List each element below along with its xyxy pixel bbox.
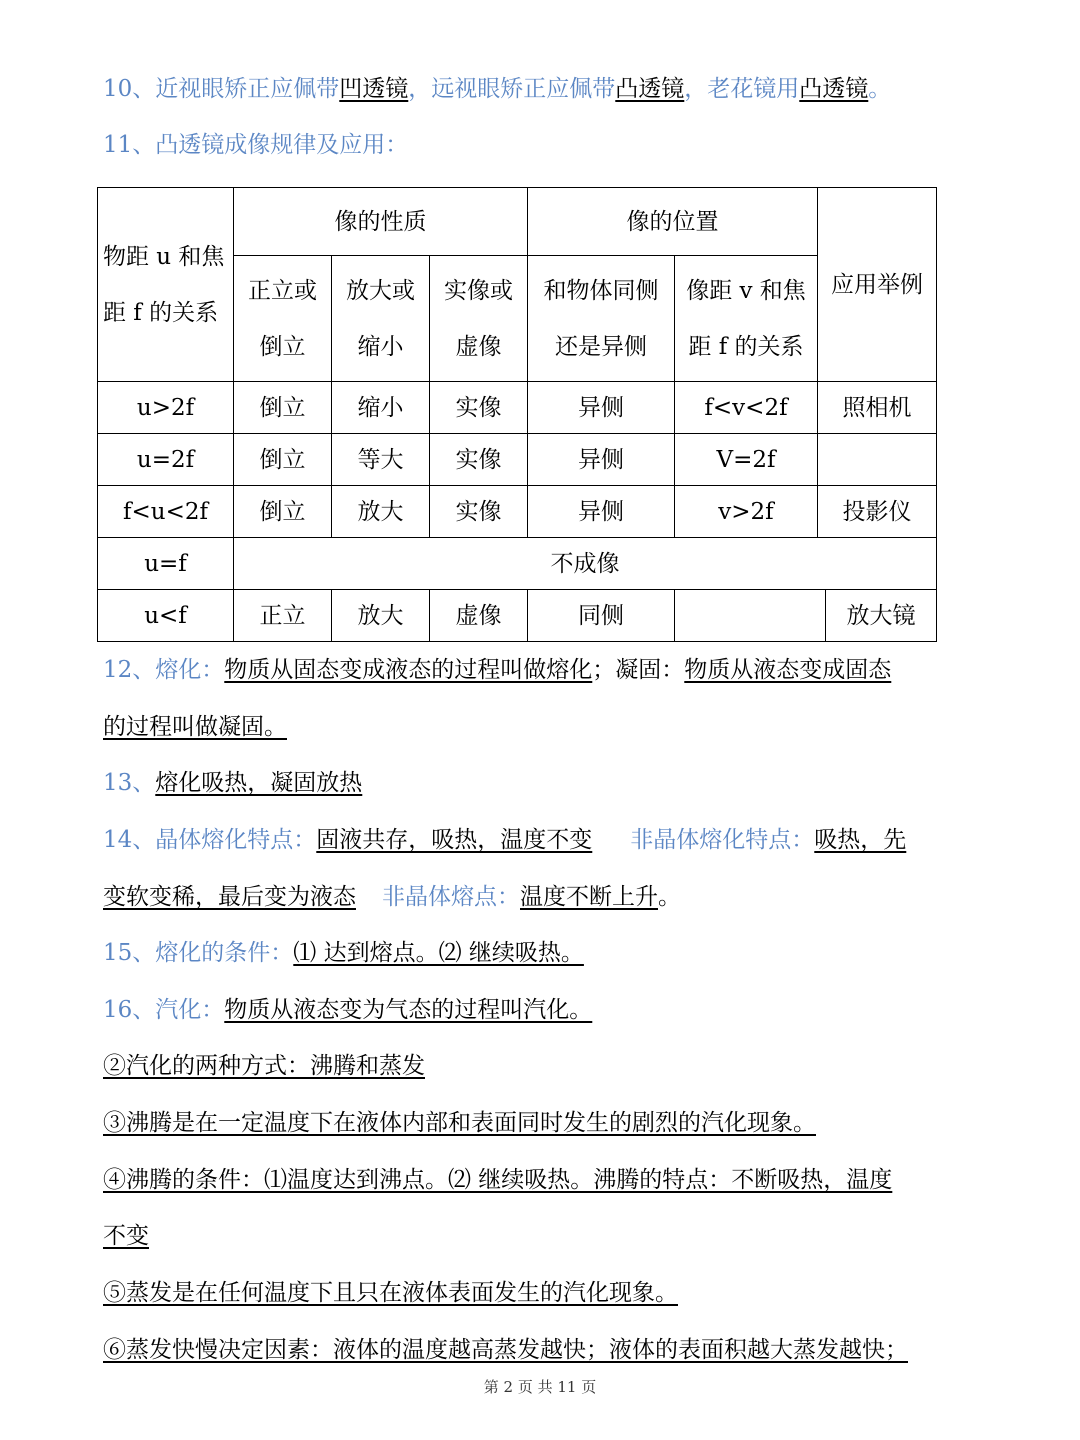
item-10-end: 。 xyxy=(868,76,892,102)
cell-image-distance: f<v<2f xyxy=(675,382,818,434)
item-14-label1: 14、晶体熔化特点： xyxy=(103,827,317,853)
item-16-s2: ②汽化的两种方式：沸腾和蒸发 xyxy=(103,1053,425,1079)
sub-header-magnify: 放大或缩小 xyxy=(332,256,430,382)
cell-real-virtual: 实像 xyxy=(430,434,528,486)
item-16-sub2 xyxy=(103,1051,980,1081)
cell-real-virtual: 虚像 xyxy=(430,590,528,642)
item-10 xyxy=(103,74,980,104)
item-14-label3: 非晶体熔点： xyxy=(382,884,520,910)
cell-application xyxy=(818,434,937,486)
cell-side: 同侧 xyxy=(528,590,675,642)
table-row xyxy=(98,590,937,642)
cell-size: 等大 xyxy=(332,434,430,486)
cell-image-distance: v>2f xyxy=(675,486,818,538)
cell-orientation: 倒立 xyxy=(234,382,332,434)
cell-orientation: 倒立 xyxy=(234,486,332,538)
item-10-part2: ，远视眼矫正应佩带 xyxy=(408,76,616,102)
item-14-end: 。 xyxy=(658,884,681,910)
item-16-sub5 xyxy=(103,1278,980,1308)
item-12-sep: ；凝固： xyxy=(592,657,685,683)
item-10-answer1: 凹透镜 xyxy=(339,76,409,102)
item-12-label: 12、熔化： xyxy=(103,657,225,683)
item-10-part3: ，老花镜用 xyxy=(684,76,800,102)
cell-side: 异侧 xyxy=(528,486,675,538)
table-row xyxy=(98,382,937,434)
table-row xyxy=(98,486,937,538)
item-12-cont xyxy=(103,712,980,742)
item-15 xyxy=(103,938,980,968)
item-13-label: 13、 xyxy=(103,770,156,796)
item-16-s4b: 不变 xyxy=(103,1223,149,1249)
item-10-answer3: 凸透镜 xyxy=(799,76,869,102)
item-12 xyxy=(103,655,980,685)
cell-condition: u>2f xyxy=(98,382,234,434)
item-16-label: 16、汽化： xyxy=(103,997,225,1023)
item-12-def2b: 的过程叫做凝固。 xyxy=(103,714,287,740)
cell-real-virtual: 实像 xyxy=(430,382,528,434)
table-row xyxy=(98,538,937,590)
item-14-text1: 固液共存，吸热，温度不变 xyxy=(316,827,593,853)
item-13 xyxy=(103,768,980,798)
lens-imaging-table xyxy=(97,187,937,642)
item-14 xyxy=(103,825,980,855)
cell-real-virtual: 实像 xyxy=(430,486,528,538)
cell-condition: u<f xyxy=(98,590,234,642)
item-13-text: 熔化吸热，凝固放热 xyxy=(155,770,363,796)
cell-image-distance xyxy=(675,590,826,642)
cell-condition: f<u<2f xyxy=(98,486,234,538)
item-16 xyxy=(103,995,980,1025)
header-distance: 物距 u 和焦距 f 的关系 xyxy=(98,188,234,382)
item-15-label: 15、熔化的条件： xyxy=(103,940,294,966)
cell-application: 投影仪 xyxy=(818,486,937,538)
item-14-text2a: 吸热，先 xyxy=(814,827,907,853)
item-15-text: ⑴ 达到熔点。⑵ 继续吸热。 xyxy=(293,940,584,966)
cell-size: 缩小 xyxy=(332,382,430,434)
item-16-s6: ⑥蒸发快慢决定因素：液体的温度越高蒸发越快；液体的表面积越大蒸发越快； xyxy=(103,1337,908,1363)
cell-side: 异侧 xyxy=(528,434,675,486)
sub-header-real: 实像或虚像 xyxy=(430,256,528,382)
item-11-title: 11、凸透镜成像规律及应用： xyxy=(103,132,409,158)
item-14-cont xyxy=(103,882,980,912)
item-16-s5: ⑤蒸发是在任何温度下且只在液体表面发生的汽化现象。 xyxy=(103,1280,678,1306)
cell-orientation: 正立 xyxy=(234,590,332,642)
item-16-text: 物质从液态变为气态的过程叫汽化。 xyxy=(224,997,593,1023)
sub-header-image-distance: 像距 v 和焦距 f 的关系 xyxy=(675,256,818,382)
item-14-text3: 温度不断上升 xyxy=(520,884,658,910)
cell-no-image: 不成像 xyxy=(234,538,937,590)
item-12-def1: 物质从固态变成液态的过程叫做熔化 xyxy=(224,657,593,683)
cell-orientation: 倒立 xyxy=(234,434,332,486)
item-10-part1: 10、近视眼矫正应佩带 xyxy=(103,76,340,102)
item-10-answer2: 凸透镜 xyxy=(615,76,685,102)
item-16-sub3 xyxy=(103,1108,980,1138)
header-application: 应用举例 xyxy=(818,188,937,382)
sub-header-upright: 正立或倒立 xyxy=(234,256,332,382)
cell-condition: u=f xyxy=(98,538,234,590)
cell-side: 异侧 xyxy=(528,382,675,434)
cell-size: 放大 xyxy=(332,590,430,642)
item-16-sub4 xyxy=(103,1165,980,1195)
cell-application: 照相机 xyxy=(818,382,937,434)
item-14-label2: 非晶体熔化特点： xyxy=(630,827,815,853)
cell-application: 放大镜 xyxy=(826,590,937,642)
header-image-position: 像的位置 xyxy=(528,188,818,256)
item-12-def2a: 物质从液态变成固态 xyxy=(684,657,892,683)
table-row xyxy=(98,434,937,486)
cell-image-distance: V=2f xyxy=(675,434,818,486)
item-16-sub4-cont xyxy=(103,1221,980,1251)
header-image-nature: 像的性质 xyxy=(234,188,528,256)
item-16-sub6 xyxy=(103,1335,980,1365)
cell-condition: u=2f xyxy=(98,434,234,486)
page-footer: 第 2 页 共 11 页 xyxy=(483,1378,597,1396)
sub-header-side: 和物体同侧还是异侧 xyxy=(528,256,675,382)
item-16-s3: ③沸腾是在一定温度下在液体内部和表面同时发生的剧烈的汽化现象。 xyxy=(103,1110,816,1136)
item-16-s4a: ④沸腾的条件：⑴温度达到沸点。⑵ 继续吸热。沸腾的特点：不断吸热，温度 xyxy=(103,1167,893,1193)
item-14-text2b: 变软变稀，最后变为液态 xyxy=(103,884,356,910)
cell-size: 放大 xyxy=(332,486,430,538)
